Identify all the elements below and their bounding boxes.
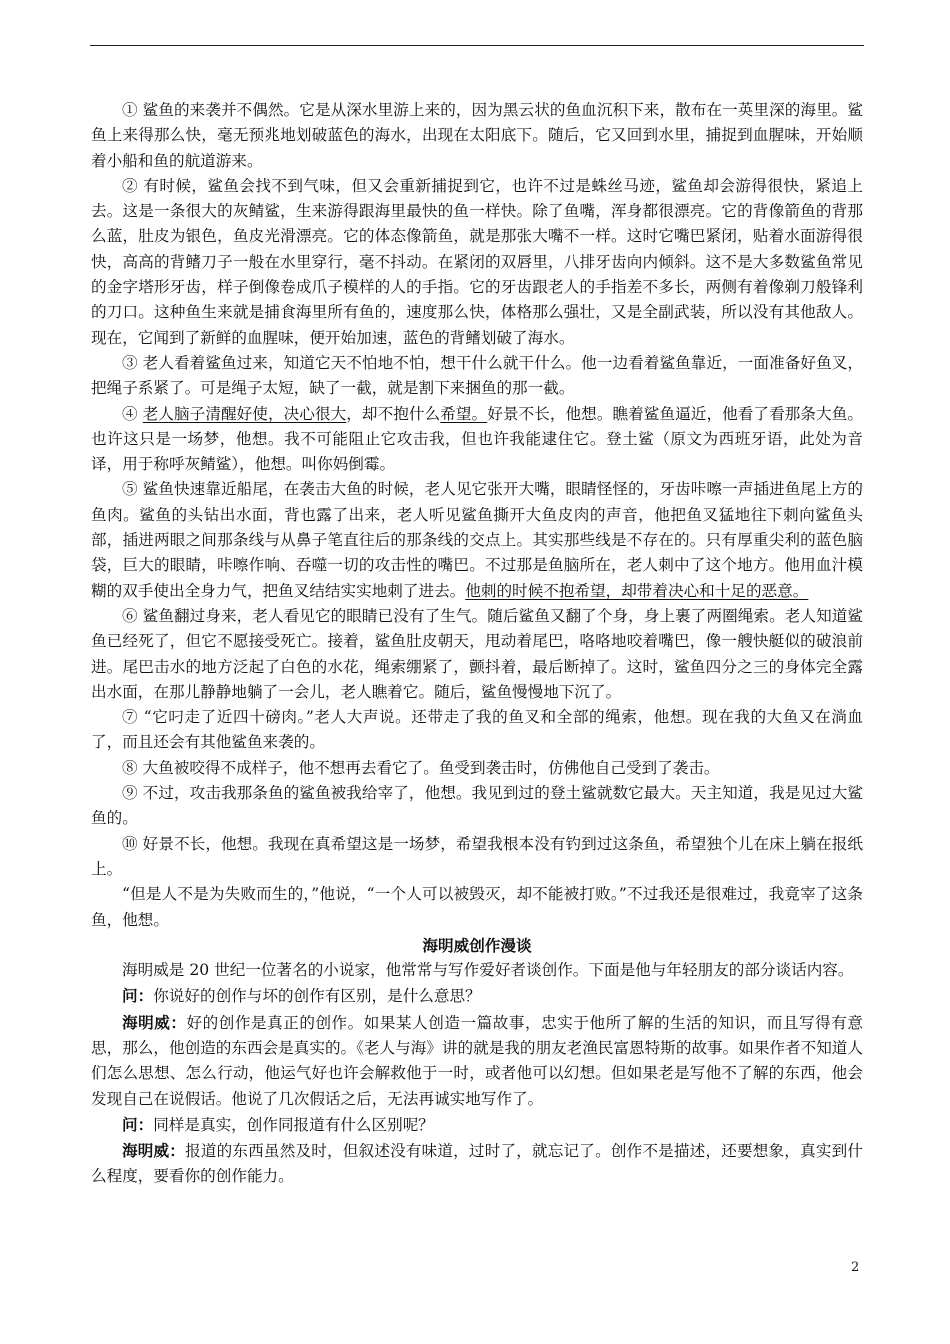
dialogue-line xyxy=(91,1112,863,1138)
paragraph-text: ⑩ 好景不长，他想。我现在真希望这是一场梦，希望我根本没有钓到过这条鱼，希望独个儿在床上躺在报纸上。 xyxy=(91,834,863,878)
story-excerpt xyxy=(91,98,863,933)
story-paragraph xyxy=(91,402,863,478)
dialogue-text: 同样是真实，创作同报道有什么区别呢？ xyxy=(153,1115,434,1134)
story-paragraph xyxy=(91,705,863,756)
story-paragraph xyxy=(91,832,863,883)
paragraph-text: ② 有时候，鲨鱼会找不到气味，但又会重新捕捉到它，也许不过是蛛丝马迹，鲨鱼却会游得很快，紧追上去。这是一条很大的灰鲭鲨，生来游得跟海里最快的鱼一样快。除了鱼嘴，浑身都很漂亮。它的背像箭鱼的背那么蓝，肚皮为银色，鱼皮光滑漂亮。它的体态像箭鱼，就是那张大嘴不一样。这时它嘴巴紧闭，贴着水面游得很快，高高的背鳍刀子一般在水里穿行，毫不抖动。在紧闭的双唇里，八排牙齿向内倾斜。这不是大多数鲨鱼常见的金字塔形牙齿，样子倒像卷成爪子模样的人的手指。它的牙齿跟老人的手指差不多长，两侧有着像剃刀般锋利的刀口。这种鱼生来就是捕食海里所有鱼的，速度那么快，体格那么强壮，又是全副武装，所以没有其他敌人。现在，它闻到了新鲜的血腥味，便开始加速，蓝色的背鳍划破了海水。 xyxy=(91,176,863,347)
paragraph-text: ③ 老人看着鲨鱼过来，知道它天不怕地不怕，想干什么就干什么。他一边看着鲨鱼靠近，一面准备好鱼叉，把绳子系紧了。可是绳子太短，缺了一截，就是割下来捆鱼的那一截。 xyxy=(91,353,863,398)
document-body xyxy=(91,98,863,1190)
underlined-text: 他刺的时候不抱希望，却带着决心和十足的恶意。 xyxy=(465,581,809,600)
paragraph-text: ⑤ 鲨鱼快速靠近船尾，在袭击大鱼的时候，老人见它张开大嘴，眼睛怪怪的，牙齿咔嚓一声插进鱼尾上方的鱼肉。鲨鱼的头钻出水面，背也露了出来，老人听见鲨鱼撕开大鱼皮肉的声音，他把鱼叉猛地往下刺向鲨鱼头部，插进两眼之间那条线与从鼻子笔直往后的那条线的交点上。其实那些线是不存在的。只有厚重尖利的蓝色脑袋，巨大的眼睛，咔嚓作响、吞噬一切的攻击性的嘴巴。不过那是鱼脑所在，老人刺中了这个地方。他用血汁模糊的双手使出全身力气，把鱼叉结结实实地刺了进去。 xyxy=(91,480,863,600)
paragraph-text: ⑧ 大鱼被咬得不成样子，他不想再去看它了。鱼受到袭击时，仿佛他自己受到了袭击。 xyxy=(122,758,720,777)
story-paragraph xyxy=(91,781,863,832)
speaker-label: 问： xyxy=(122,1114,154,1134)
dialogue-line xyxy=(91,983,863,1009)
intro-paragraph: 海明威是 20 世纪一位著名的小说家，他常常与写作爱好者谈创作。下面是他与年轻朋友的部分谈话内容。 xyxy=(122,961,854,980)
story-paragraph xyxy=(91,351,863,402)
underlined-text: 希望。 xyxy=(440,404,488,423)
dialogue-line xyxy=(91,1138,863,1190)
story-paragraph xyxy=(91,756,863,781)
header-rule xyxy=(90,45,864,46)
story-paragraph xyxy=(91,882,863,933)
paragraph-text: ⑨ 不过，攻击我那条鱼的鲨鱼被我给宰了，他想。我见到过的登土鲨就数它最大。天主知道，我是见过大鲨鱼的。 xyxy=(91,784,863,828)
dialogue-line xyxy=(91,1010,863,1112)
paragraph-text: 好景不长，他想。瞧着鲨鱼逼近，他看了看那条大鱼。也许这只是一场梦，他想。我不可能阻止它攻击我，但也许我能逮住它。登土鲨（原文为西班牙语，此处为音译，用于称呼灰鲭鲨），他想。叫你妈倒霉。 xyxy=(91,404,863,474)
section-title: 海明威创作漫谈 xyxy=(422,935,532,955)
paragraph-text: ⑥ 鲨鱼翻过身来，老人看见它的眼睛已没有了生气。随后鲨鱼又翻了个身，身上裹了两圈绳索。老人知道鲨鱼已经死了，但它不愿接受死亡。接着，鲨鱼肚皮朝天，甩动着尾巴，咯咯地咬着嘴巴，像一艘快艇似的破浪前进。尾巴击水的地方泛起了白色的水花，绳索绷紧了，颤抖着，最后断掉了。这时，鲨鱼四分之三的身体完全露出水面，在那儿静静地躺了一会儿，老人瞧着它。随后，鲨鱼慢慢地下沉了。 xyxy=(91,606,863,701)
story-paragraph xyxy=(91,174,863,351)
paragraph-text: ，却不抱什么 xyxy=(346,404,441,423)
paragraph-text: ④ xyxy=(122,404,143,423)
interview-dialogue xyxy=(91,983,863,1189)
paragraph-text: ⑦ “它叼走了近四十磅肉。”老人大声说。还带走了我的鱼叉和全部的绳索，他想。现在我的大鱼又在淌血了，而且还会有其他鲨鱼来袭的。 xyxy=(91,708,863,752)
speaker-label: 问： xyxy=(122,986,154,1006)
story-paragraph xyxy=(91,98,863,174)
story-paragraph xyxy=(91,604,863,705)
story-paragraph xyxy=(91,477,863,603)
speaker-label: 海明威： xyxy=(122,1012,187,1032)
underlined-text: 老人脑子清醒好使，决心很大 xyxy=(142,404,347,423)
speaker-label: 海明威： xyxy=(122,1141,186,1161)
page-number: 2 xyxy=(851,1260,860,1275)
dialogue-text: 好的创作是真正的创作。如果某人创造一篇故事，忠实于他所了解的生活的知识，而且写得有意思，那么，他创造的东西会是真实的。《老人与海》讲的就是我的朋友老渔民富恩特斯的故事。如果作者不知道人们怎么思想、怎么行动，他运气好也许会解救他于一时，或者他可以幻想。但如果老是写他不了解的东西，他会发现自己在说假话。他说了几次假话之后，无法再诚实地写作了。 xyxy=(91,1013,863,1108)
dialogue-text: 你说好的创作与坏的创作有区别，是什么意思？ xyxy=(153,987,481,1006)
dialogue-text: 报道的东西虽然及时，但叙述没有味道，过时了，就忘记了。创作不是描述，还要想象，真实到什么程度，要看你的创作能力。 xyxy=(91,1142,863,1186)
paragraph-text: ① 鲨鱼的来袭并不偶然。它是从深水里游上来的，因为黑云状的鱼血沉积下来，散布在一英里深的海里。鲨鱼上来得那么快，毫无预兆地划破蓝色的海水，出现在太阳底下。随后，它又回到水里，捕捉到血腥味，开始顺着小船和鱼的航道游来。 xyxy=(91,101,863,170)
paragraph-text: “但是人不是为失败而生的，”他说，“一个人可以被毁灭，却不能被打败。”不过我还是很难过，我竟宰了这条鱼，他想。 xyxy=(91,885,863,929)
